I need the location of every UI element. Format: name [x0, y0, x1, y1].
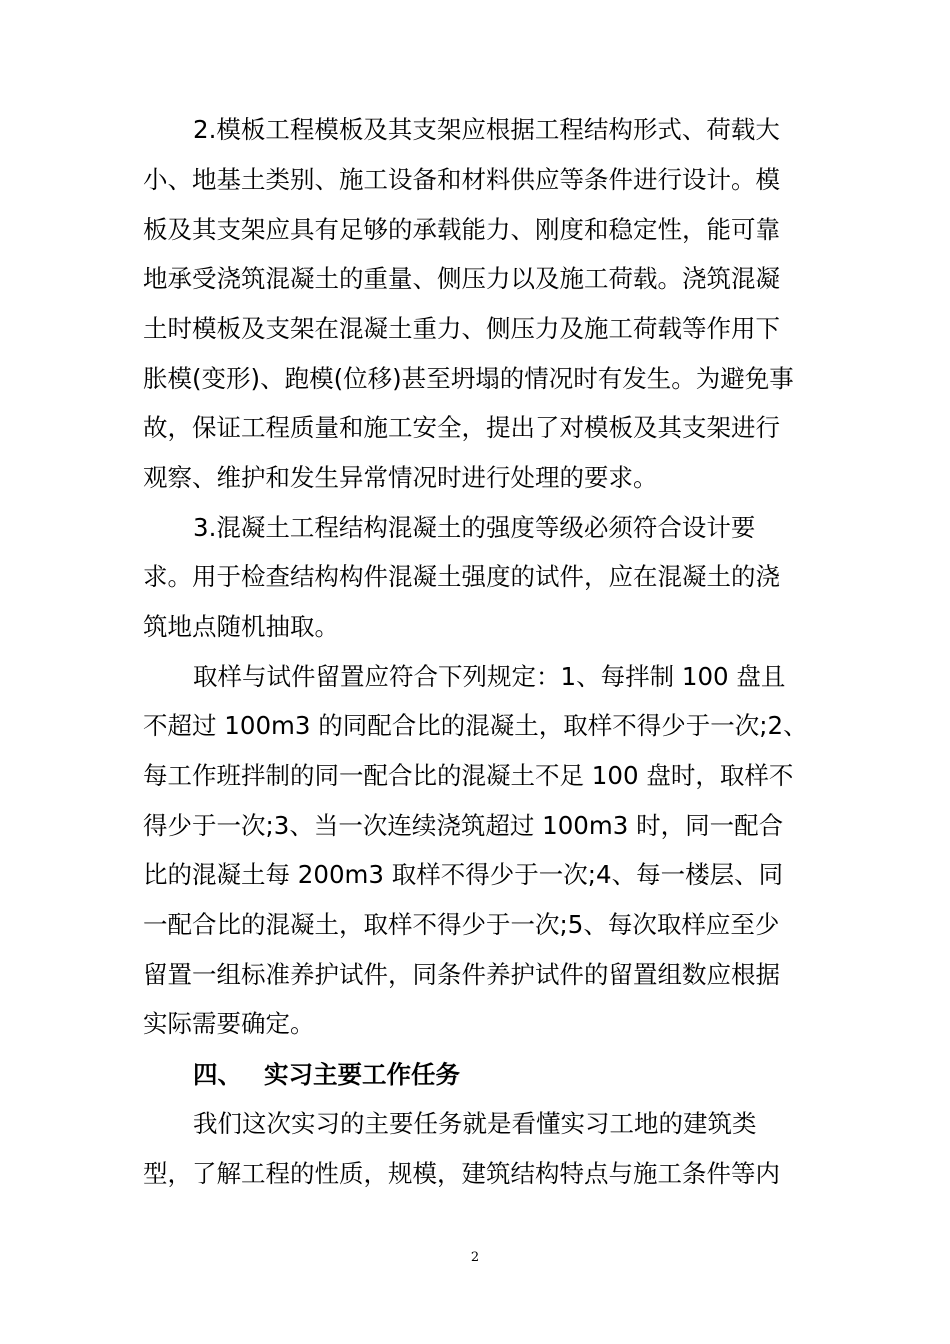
text-line: 故，保证工程质量和施工安全，提出了对模板及其支架进行 — [143, 413, 780, 442]
text-line: 观察、维护和发生异常情况时进行处理的要求。 — [143, 463, 658, 492]
text-line: 2.模板工程模板及其支架应根据工程结构形式、荷载大 — [193, 115, 780, 144]
section-number: 四、 — [193, 1060, 242, 1089]
text-line: 每工作班拌制的同一配合比的混凝土不足 100 盘时，取样不 — [143, 761, 794, 790]
text-line: 不超过 100m3 的同配合比的混凝土，取样不得少于一次;2、 — [143, 711, 808, 740]
page-number: 2 — [470, 1250, 480, 1265]
text-line: 实际需要确定。 — [143, 1009, 315, 1038]
text-line: 板及其支架应具有足够的承载能力、刚度和稳定性，能可靠 — [143, 215, 780, 244]
text-line: 小、地基土类别、施工设备和材料供应等条件进行设计。模 — [143, 165, 780, 194]
text-line: 胀模(变形)、跑模(位移)甚至坍塌的情况时有发生。为避免事 — [143, 364, 794, 393]
text-line: 型，了解工程的性质，规模，建筑结构特点与施工条件等内 — [143, 1159, 780, 1188]
text-line: 取样与试件留置应符合下列规定：1、每拌制 100 盘且 — [193, 662, 786, 691]
text-line: 地承受浇筑混凝土的重量、侧压力以及施工荷载。浇筑混凝 — [143, 264, 780, 293]
text-line: 3.混凝土工程结构混凝土的强度等级必须符合设计要 — [193, 513, 756, 542]
section-heading — [193, 1058, 460, 1092]
text-line: 留置一组标准养护试件，同条件养护试件的留置组数应根据 — [143, 960, 780, 989]
text-line: 得少于一次;3、当一次连续浇筑超过 100m3 时，同一配合 — [143, 811, 784, 840]
text-line: 土时模板及支架在混凝土重力、侧压力及施工荷载等作用下 — [143, 314, 780, 343]
section-title: 实习主要工作任务 — [264, 1060, 460, 1089]
text-line: 筑地点随机抽取。 — [143, 612, 339, 641]
text-line: 一配合比的混凝土，取样不得少于一次;5、每次取样应至少 — [143, 910, 780, 939]
text-line: 我们这次实习的主要任务就是看懂实习工地的建筑类 — [193, 1109, 757, 1138]
text-line: 比的混凝土每 200m3 取样不得少于一次;4、每一楼层、同 — [143, 860, 784, 889]
text-line: 求。用于检查结构构件混凝土强度的试件，应在混凝土的浇 — [143, 562, 780, 591]
